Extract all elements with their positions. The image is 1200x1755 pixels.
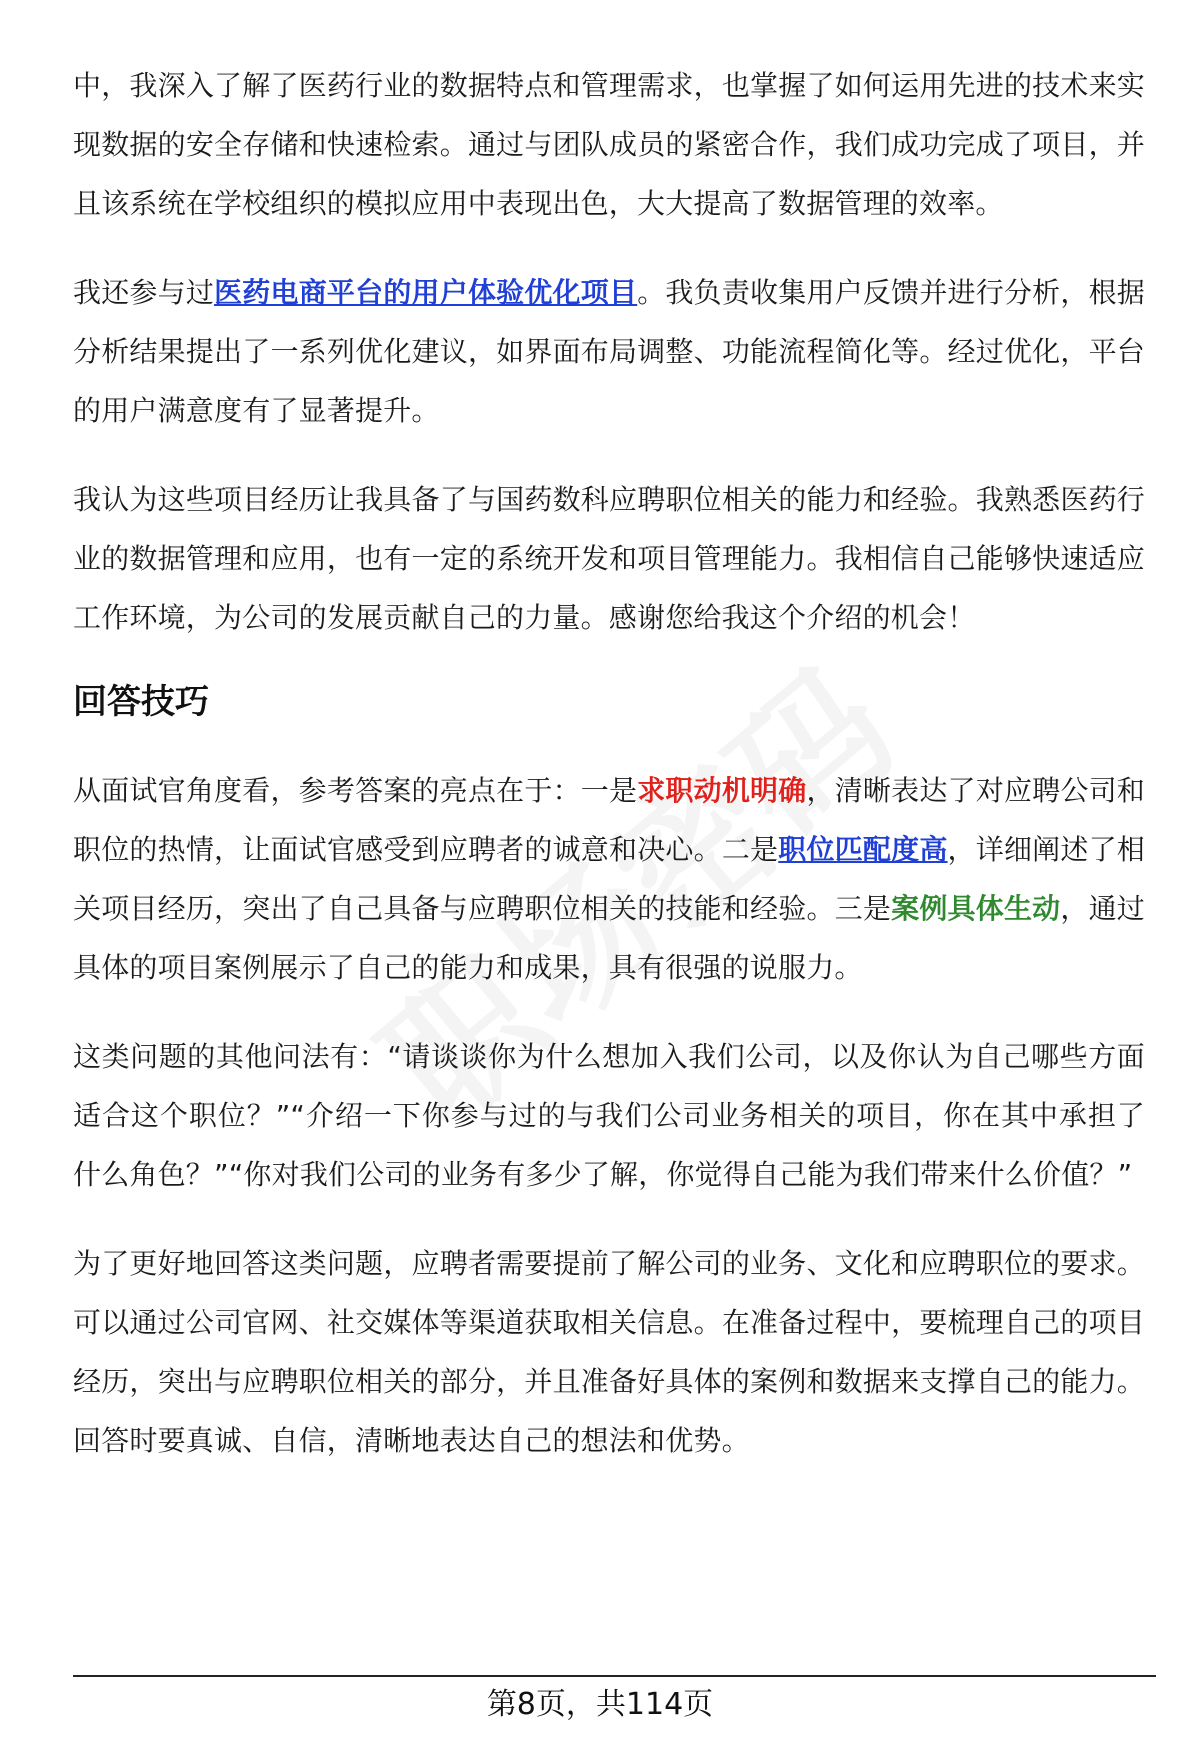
paragraph-text: ，清晰表达了对应聘公司和职位的热情，让面试官感受到应聘者的诚意和决心。二是 — [73, 774, 1145, 866]
paragraph-preparation-advice: 为了更好地回答这类问题，应聘者需要提前了解公司的业务、文化和应聘职位的要求。可以通过公司官网、社交媒体等渠道获取相关信息。在准备过程中，要梳理自己的项目经历，突出与应聘职位相关的部分，并且准备好具体的案例和数据来支撑自己的能力。回答时要真诚、自信，清晰地表达自己的想法和优势。 — [73, 1247, 1145, 1457]
paragraph-conclusion: 我认为这些项目经历让我具备了与国药数科应聘职位相关的能力和经验。我熟悉医药行业的数据管理和应用，也有一定的系统开发和项目管理能力。我相信自己能够快速适应工作环境，为公司的发展贡献自己的力量。感谢您给我这个介绍的机会！ — [73, 483, 1145, 634]
paragraph-text: 我还参与过 — [73, 276, 215, 309]
document-body — [73, 56, 1145, 1500]
paragraph-text: 。我负责收集用户反馈并进行分析，根据分析结果提出了一系列优化建议，如界面布局调整、功能流程简化等。经过优化，平台的用户满意度有了显著提升。 — [73, 276, 1145, 427]
highlight-job-match-link[interactable]: 职位匹配度高 — [778, 833, 948, 866]
highlight-motivation: 求职动机明确 — [637, 774, 807, 807]
paragraph-ecommerce-project — [73, 263, 1145, 440]
paragraph-alternative-questions: 这类问题的其他问法有：“请谈谈你为什么想加入我们公司，以及你认为自己哪些方面适合这个职位？”“介绍一下你参与过的与我们公司业务相关的项目，你在其中承担了什么角色？”“你对我们公司的业务有多少了解，你觉得自己能为我们带来什么价值？” — [73, 1040, 1145, 1191]
paragraph-text: ，通过具体的项目案例展示了自己的能力和成果，具有很强的说服力。 — [73, 892, 1145, 984]
page-number: 第8页，共114页 — [486, 1687, 714, 1722]
ecommerce-project-link[interactable]: 医药电商平台的用户体验优化项目 — [214, 276, 638, 309]
paragraph-project-summary: 中，我深入了解了医药行业的数据特点和管理需求，也掌握了如何运用先进的技术来实现数据的安全存储和快速检索。通过与团队成员的紧密合作，我们成功完成了项目，并且该系统在学校组织的模拟应用中表现出色，大大提高了数据管理的效率。 — [73, 69, 1145, 220]
paragraph-text: ，详细阐述了相关项目经历，突出了自己具备与应聘职位相关的技能和经验。三是 — [73, 833, 1145, 925]
paragraph-text: 从面试官角度看，参考答案的亮点在于：一是 — [73, 774, 638, 807]
paragraph-tips-highlights — [73, 761, 1145, 997]
section-heading: 回答技巧 — [73, 682, 209, 722]
footer-divider — [73, 1675, 1156, 1677]
highlight-case-examples: 案例具体生动 — [891, 892, 1061, 925]
